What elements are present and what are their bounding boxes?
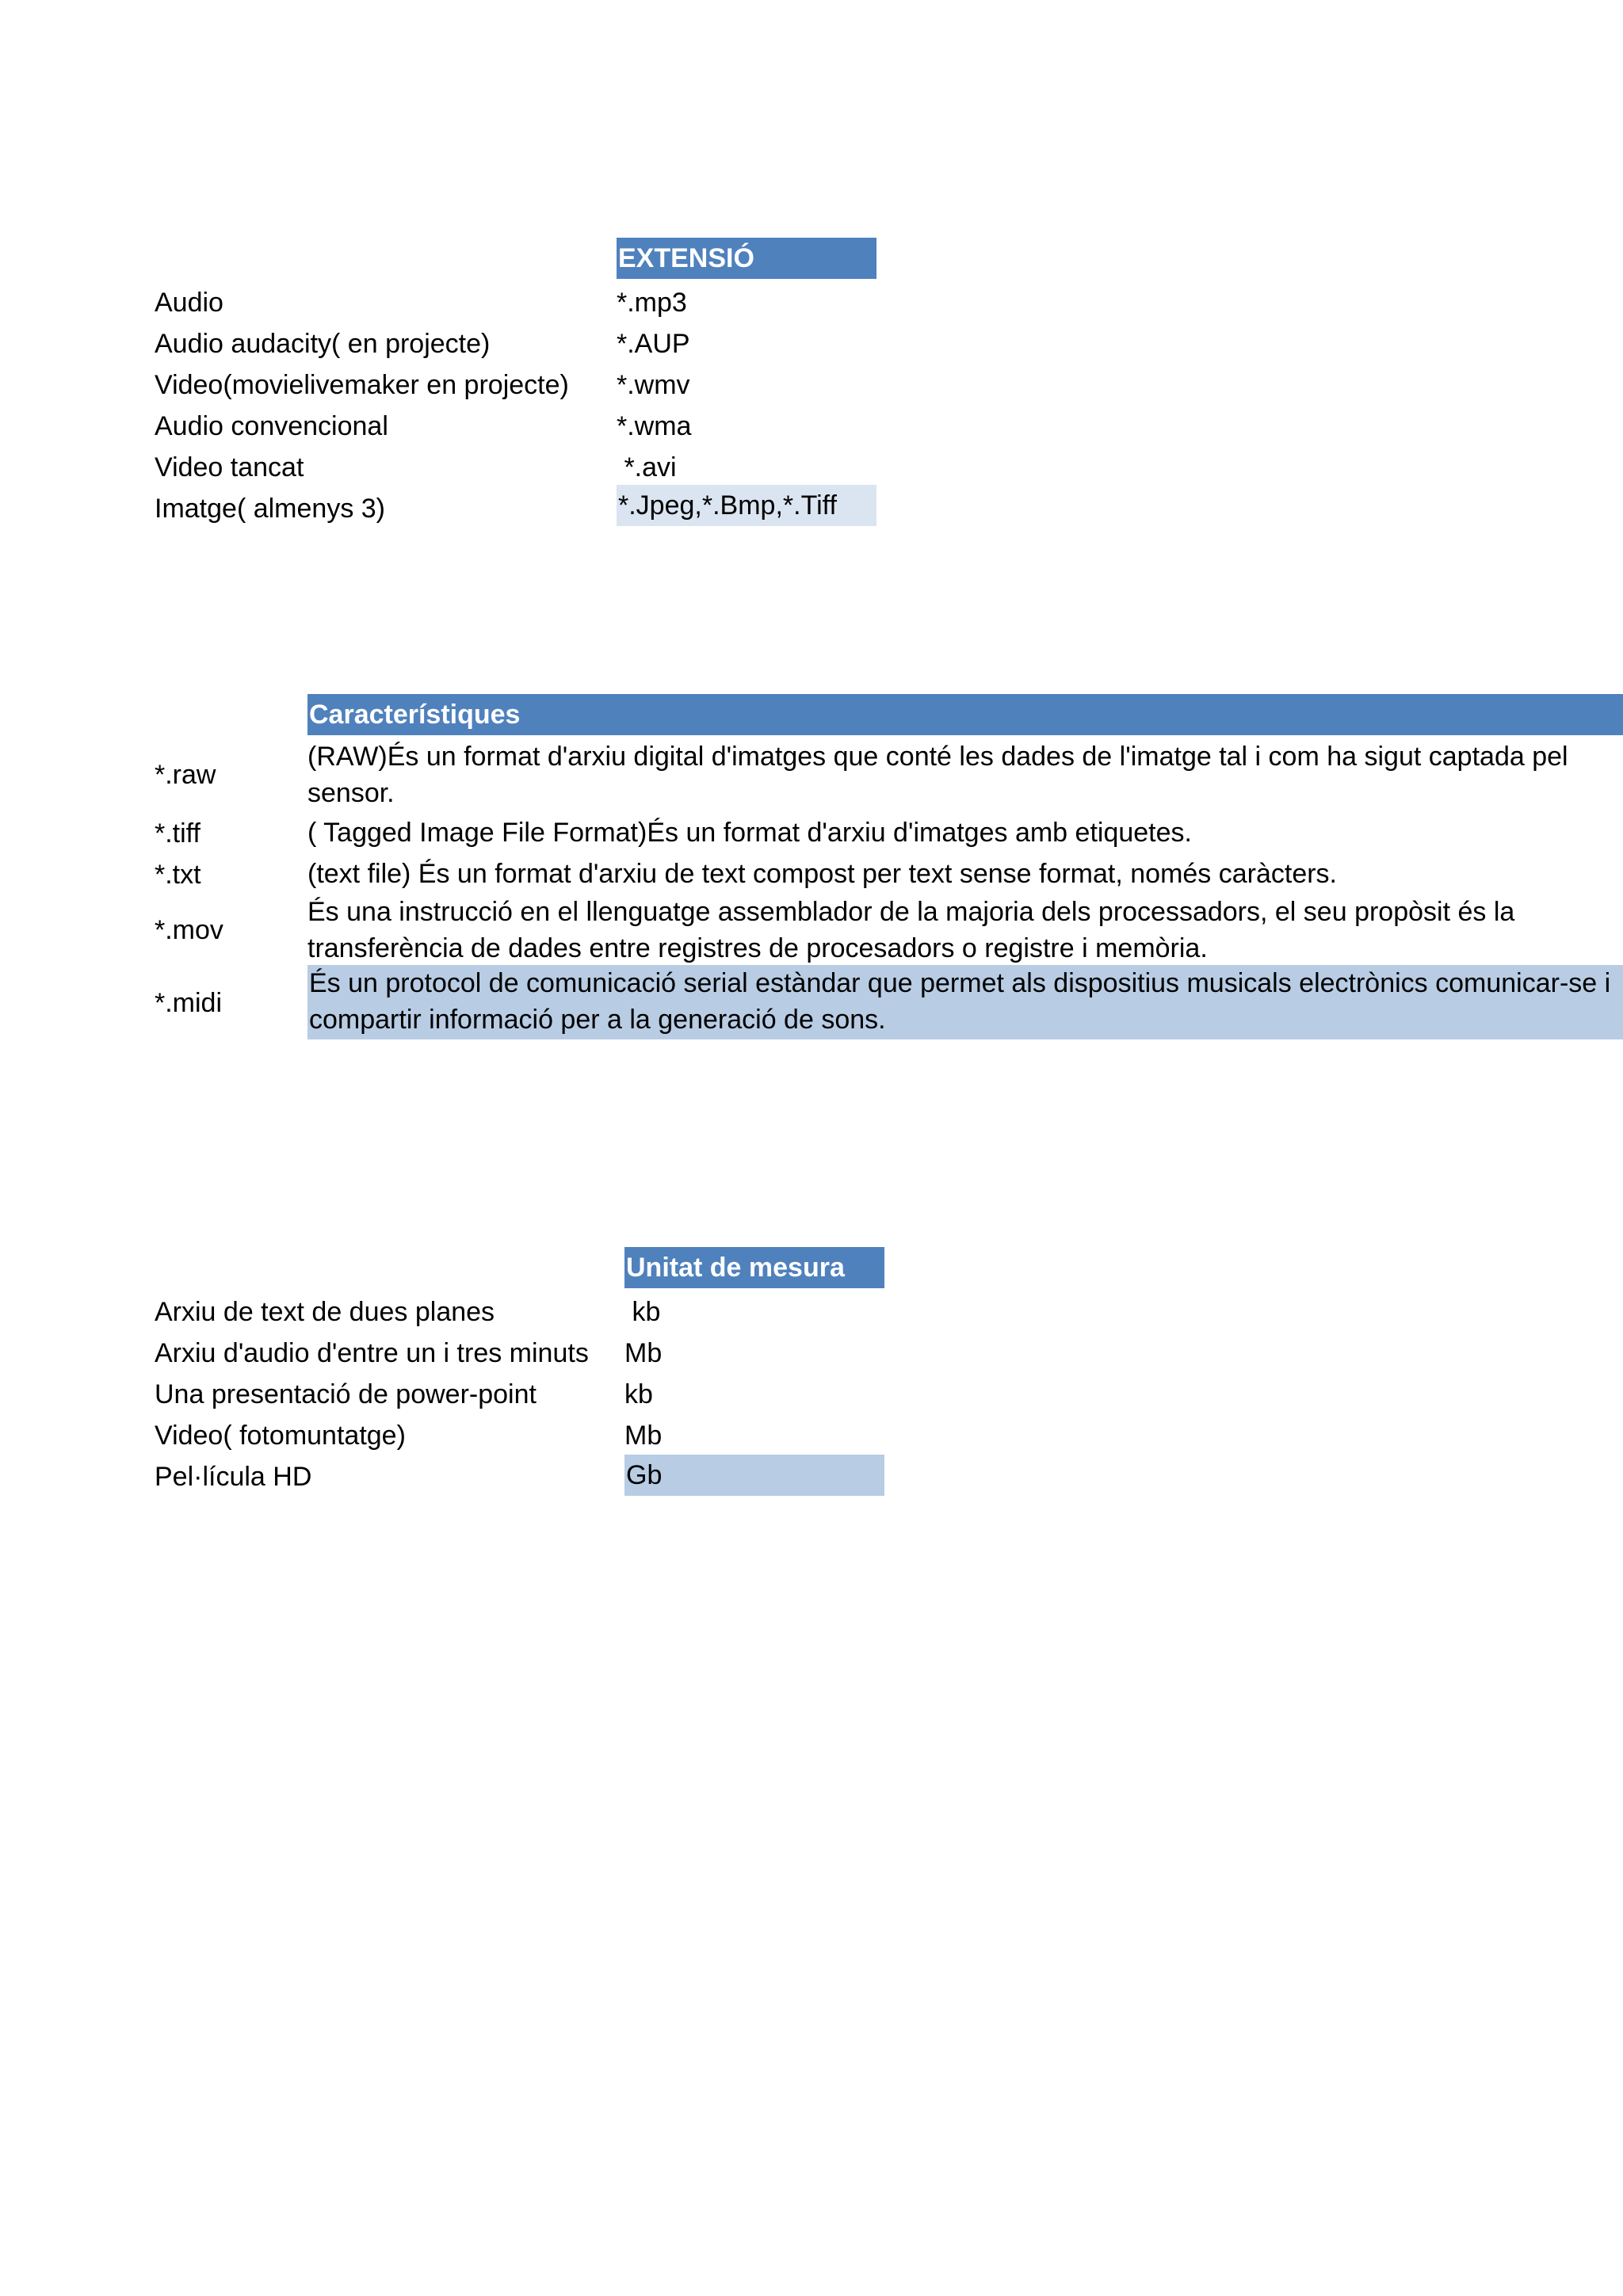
label-audio-convencional: Audio convencional (155, 411, 388, 441)
ext-video-tancat: *.avi (617, 452, 677, 482)
label-video-photomontage: Video( fotomuntatge) (155, 1421, 406, 1451)
label-audio-audacity: Audio audacity( en projecte) (155, 329, 491, 359)
ext-mov: *.mov (155, 915, 223, 945)
label-audio: Audio (155, 288, 223, 318)
unit-video-photomontage: Mb (624, 1421, 663, 1451)
ext-tiff: *.tiff (155, 818, 200, 849)
ext-audio-convencional: *.wma (617, 411, 692, 441)
ext-audio-audacity: *.AUP (617, 329, 690, 359)
label-video-movielivemaker: Video(movielivemaker en projecte) (155, 370, 569, 400)
desc-midi: És un protocol de comunicació serial estàndar que permet als dispositius musicals electrònics comunicar-se i compartir informació per a la generació de sons. (307, 965, 1623, 1039)
unit-powerpoint: kb (624, 1379, 653, 1409)
label-powerpoint: Una presentació de power-point (155, 1379, 537, 1409)
label-imatge: Imatge( almenys 3) (155, 494, 385, 524)
unit-movie-hd: Gb (624, 1455, 884, 1496)
unit-audio-file: Mb (624, 1338, 663, 1368)
ext-imatge: *.Jpeg,*.Bmp,*.Tiff (617, 485, 876, 526)
ext-midi: *.midi (155, 988, 223, 1018)
unit-text-file: kb (624, 1297, 661, 1327)
label-text-file: Arxiu de text de dues planes (155, 1297, 495, 1327)
ext-audio: *.mp3 (617, 288, 687, 318)
ext-txt: *.txt (155, 860, 201, 890)
label-video-tancat: Video tancat (155, 452, 304, 482)
characteristics-header: Característiques (307, 694, 1623, 735)
ext-video-movielivemaker: *.wmv (617, 370, 690, 400)
desc-mov: És una instrucció en el llenguatge assemblador de la majoria dels processadors, el seu propòsit és la transferència de dades entre registres de procesadors o registre i memòria. (307, 897, 1515, 963)
desc-tiff: ( Tagged Image File Format)És un format d'arxiu d'imatges amb etiquetes. (307, 818, 1192, 848)
unit-header: Unitat de mesura (624, 1247, 884, 1288)
label-audio-file: Arxiu d'audio d'entre un i tres minuts (155, 1338, 589, 1368)
desc-txt: (text file) És un format d'arxiu de text compost per text sense format, només caràcters. (307, 859, 1338, 889)
label-movie-hd: Pel·lícula HD (155, 1462, 312, 1492)
desc-raw: (RAW)És un format d'arxiu digital d'imatges que conté les dades de l'imatge tal i com ha sigut captada pel sensor. (307, 742, 1568, 808)
ext-raw: *.raw (155, 760, 216, 790)
extension-header: EXTENSIÓ (617, 238, 876, 279)
